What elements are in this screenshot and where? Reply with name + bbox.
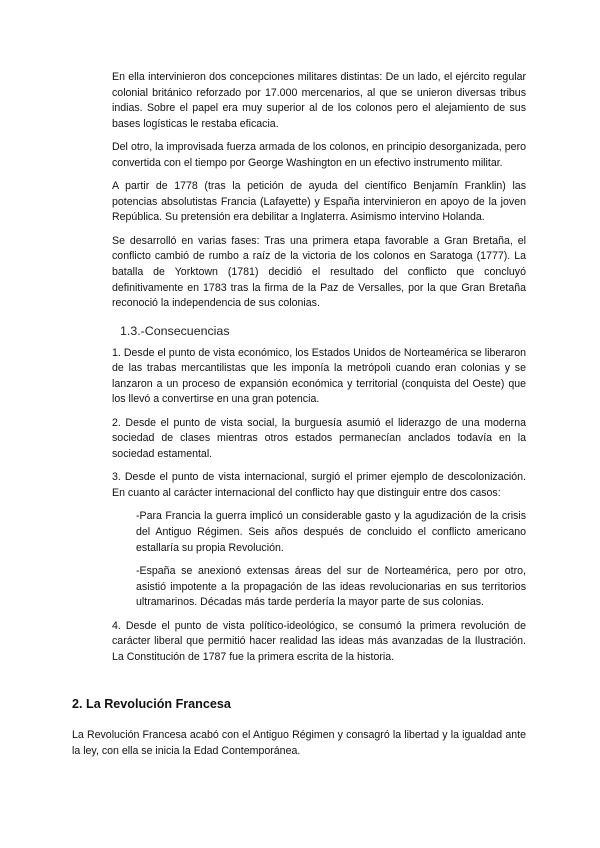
section-title: 2. La Revolución Francesa: [72, 697, 231, 711]
subheading-consequences: 1.3.-Consecuencias: [120, 323, 230, 338]
paragraph-military: En ella intervinieron dos concepciones militares distintas: De un lado, el ejército regular colonial británico reforzado por 17.000 mercenarios, al que se unieron diversas tribus indias. Sobre el papel era muy superior al de los colonos pero el alejamiento de sus bases logísticas le restaba eficacia.: [112, 71, 526, 130]
consequence-economic: 1. Desde el punto de vista económico, los Estados Unidos de Norteamérica se liberaron de las trabas mercantilistas que les imponía la metrópoli cuando eran colonias y se lanzaron a un proceso de expansión económica y territorial (conquista del Oeste) que los llevó a convertirse en una gran potencia.: [112, 346, 526, 406]
case-france: -Para Francia la guerra implicó un considerable gasto y la agudización de la crisis del Antiguo Régimen. Seis años después de concluido el conflicto americano estallaría su propia Revolución.: [136, 510, 526, 554]
consequence-international: 3. Desde el punto de vista internacional, surgió el primer ejemplo de descolonización. En cuanto al carácter internacional del conflicto hay que distinguir entre dos casos:: [112, 471, 526, 500]
paragraph-colonists: Del otro, la improvisada fuerza armada de los colonos, en principio desorganizada, pero convertida con el tiempo por George Washington en un efectivo instrumento militar.: [112, 141, 526, 169]
case-spain: -España se anexionó extensas áreas del sur de Norteamérica, pero por otro, asistió impotente a la propagación de las ideas revolucionarias en sus territorios ultramarinos. Décadas más tarde perdería la mayor parte de sus colonias.: [136, 565, 526, 609]
paragraph-allies: A partir de 1778 (tras la petición de ayuda del científico Benjamín Franklin) las potencias absolutistas Francia (Lafayette) y España intervinieron en apoyo de la joven República. Su pretensión era debilitar a Inglaterra. Asimismo intervino Holanda.: [112, 180, 526, 224]
body-text: [112, 70, 526, 673]
consequence-political: 4. Desde el punto de vista político-ideológico, se consumó la primera revolución de carácter liberal que permitió hacer realidad las ideas más avanzadas de la Ilustración. La Constitución de 1787 fue la primera escrita de la historia.: [112, 619, 526, 663]
section-text: La Revolución Francesa acabó con el Antiguo Régimen y consagró la libertad y la igualdad ante la ley, con ella se inicia la Edad Contemporánea.: [72, 729, 526, 757]
consequence-social: 2. Desde el punto de vista social, la burguesía asumió el liderazgo de una moderna sociedad de clases mientras otros estados permanecían anclados todavía en la sociedad estamental.: [112, 416, 526, 461]
paragraph-phases: Se desarrolló en varias fases: Tras una primera etapa favorable a Gran Bretaña, el conflicto cambió de rumbo a raíz de la victoria de los colonos en Saratoga (1777). La batalla de Yorktown (1781) decidió el resultado del conflicto que concluyó definitivamente en 1783 tras la firma de la Paz de Versalles, por la que Gran Bretaña reconoció la independencia de sus colonias.: [112, 234, 526, 310]
